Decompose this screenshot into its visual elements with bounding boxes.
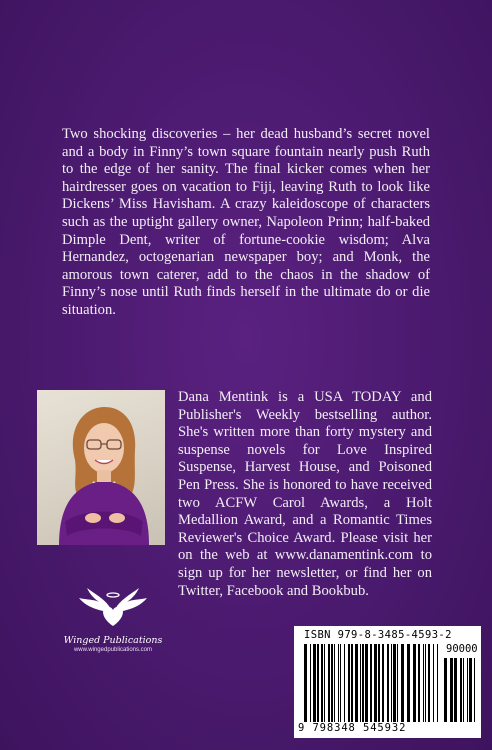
- barcode-bar: [382, 644, 384, 722]
- barcode-bar: [304, 644, 307, 722]
- barcode-bar: [433, 644, 434, 722]
- barcode-bar: [365, 644, 368, 722]
- barcode-bar: [344, 644, 345, 722]
- barcode-bar: [334, 644, 335, 722]
- barcode-bar: [331, 644, 333, 722]
- barcode-bar: [428, 644, 430, 722]
- price-addon-bars: [444, 658, 476, 722]
- barcode-bar: [460, 658, 462, 722]
- winged-heart-icon: [73, 586, 153, 630]
- barcode-bar: [338, 644, 339, 722]
- barcode-bar: [469, 658, 472, 722]
- barcode-bar: [423, 644, 424, 722]
- barcode-bar: [370, 644, 372, 722]
- barcode-bar: [467, 658, 468, 722]
- ean-digits: 9 798348 545932: [298, 722, 407, 734]
- barcode-bar: [362, 644, 364, 722]
- barcode-bar: [324, 644, 325, 722]
- barcode-bar: [321, 644, 323, 722]
- ean-barcode-bars: [304, 644, 438, 722]
- barcode-bar: [387, 644, 389, 722]
- author-portrait-image: [37, 390, 165, 545]
- isbn-label: ISBN 979-8-3485-4593-2: [304, 629, 452, 641]
- barcode-bar: [407, 644, 410, 722]
- barcode-bar: [310, 644, 311, 722]
- barcode-bar: [463, 658, 464, 722]
- barcode-bar: [340, 644, 341, 722]
- author-bio: Dana Mentink is a USA TODAY and Publisher's Weekly bestselling author. She's written more than forty mystery and suspense novels for Love Inspired Suspense, Harvest House, and Poisoned Pen Press. She is honored to have received two ACFW Carol Awards, a Holt Medallion Award, and a Romantic Times Reviewer's Choice Award. Please visit her on the web at www.danamentink.com to sign up for her newsletter, or find her on Twitter, Facebook and Bookbub.: [178, 389, 432, 599]
- barcode-bar: [378, 644, 380, 722]
- price-code: 90000: [446, 643, 478, 655]
- barcode-bar: [425, 644, 426, 722]
- barcode-bar: [401, 644, 404, 722]
- barcode-bar: [317, 644, 319, 722]
- barcode-bar: [454, 658, 457, 722]
- barcode-bar: [444, 658, 447, 722]
- book-blurb: Two shocking discoveries – her dead husband’s secret novel and a body in Finny’s town square fountain nearly push Ruth to the edge of her sanity. The final kicker comes when her hairdresser goes on vacation to Fiji, leaving Ruth to look like Dickens’ Miss Havisham. A crazy kaleidoscope of characters such as the uptight gallery owner, Napoleon Prinn; half-baked Dimple Dent, writer of fortune-cookie wisdom; Alva Hernandez, octogenarian newspaper boy; and Monk, the amorous town caterer, add to the chaos in the shadow of Finny’s nose until Ruth finds herself in the ultimate do or die situation.: [62, 126, 430, 318]
- author-photo: [37, 390, 165, 545]
- barcode-bar: [393, 644, 396, 722]
- barcode-bar: [437, 644, 438, 722]
- barcode-bar: [374, 644, 377, 722]
- barcode-bar: [413, 644, 416, 722]
- barcode-bar: [474, 658, 475, 722]
- publisher-name: Winged Publications: [63, 635, 163, 646]
- barcode-bar: [418, 644, 420, 722]
- barcode-bar: [360, 644, 361, 722]
- barcode-bar: [351, 644, 353, 722]
- publisher-logo: [60, 586, 166, 656]
- barcode-bar: [397, 644, 398, 722]
- barcode-bar: [450, 658, 453, 722]
- publisher-url: www.wingedpublications.com: [73, 647, 153, 653]
- barcode-bar: [391, 644, 392, 722]
- barcode-bar: [355, 644, 358, 722]
- barcode-bar: [348, 644, 350, 722]
- barcode-bar: [328, 644, 330, 722]
- barcode-bar: [313, 644, 316, 722]
- isbn-barcode: [294, 626, 481, 738]
